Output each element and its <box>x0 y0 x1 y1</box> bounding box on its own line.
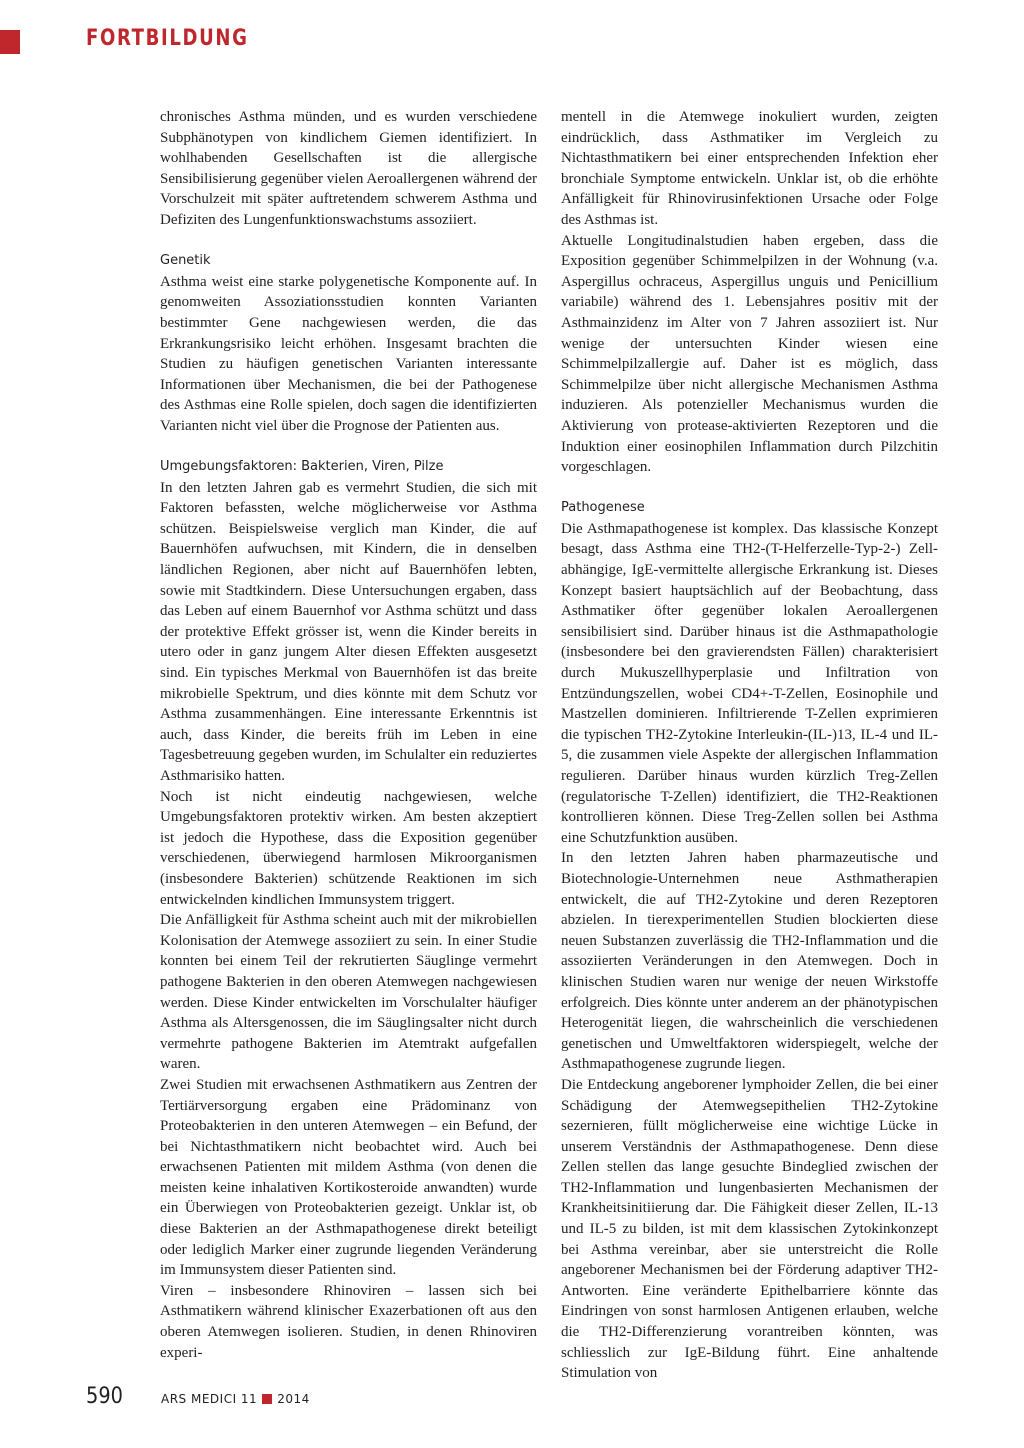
paragraph: In den letzten Jahren haben pharmazeutische und Biotechnologie-Unternehmen neue Asthmatherapien entwickelt, die auf TH2-Zytokine und deren Rezeptoren abzielen. In tierexperimentellen Studien blockierten diese neuen Substanzen zuverlässig die TH2-Inflammation und die assoziierten Veränderungen in den Atemwegen. Doch in klinischen Studien waren nur wenige der neuen Wirkstoffe erfolgreich. Dies könnte unter anderem an der phänotypischen Heterogenität liegen, die wahrscheinlich die verschiedenen genetischen und Umweltfaktoren widerspiegelt, welche der Asthmapathogenese zugrunde liegen. <box>561 850 938 1073</box>
paragraph: Aktuelle Longitudinalstudien haben ergeben, dass die Exposition gegenüber Schimmelpilzen in der Wohnung (v.a. Aspergillus ochraceus, Aspergillus unguis und Penicillium variabile) während des 1. Lebensjahres positiv mit der Asthmainzidenz im Alter von 7 Jahren assoziiert ist. Nur wenige der untersuchten Kinder wiesen eine Schimmelpilzallergie auf. Daher ist es möglich, dass Schimmelpilze über nicht allergische Mechanismen Asthma induzieren. Als potenzieller Mechanismus wurden die Aktivierung von protease-aktivierten Rezeptoren und die Induktion einer eosinophilen Inflammation durch Pilzchitin vorgeschlagen. <box>561 232 938 476</box>
journal-footer <box>161 1392 310 1406</box>
paragraph: Viren – insbesondere Rhinoviren – lassen sich bei Asthmatikern während klinischer Exazerbationen oft aus den oberen Atemwegen isolieren. Studien, in denen Rhinoviren experi- <box>160 1282 537 1361</box>
left-column <box>160 107 537 1363</box>
page-number: 590 <box>86 1384 123 1409</box>
paragraph: chronisches Asthma münden, und es wurden verschiedene Subphänotypen von kindlichem Giemen identifiziert. In wohlhabenden Gesellschaften ist die allergische Sensibilisierung gegenüber vielen Aeroallergenen während der Vorschulzeit mit später auftretendem schwerem Asthma und Defiziten des Lungenfunktionswachstums assoziiert. <box>160 109 537 228</box>
right-column <box>561 107 938 1384</box>
footer-square-icon <box>262 1394 272 1404</box>
journal-name: ARS MEDICI 11 <box>161 1392 258 1406</box>
paragraph: Asthma weist eine starke polygenetische Komponente auf. In genomweiten Assoziationsstudien konnten Varianten bestimmter Gene nachgewiesen werden, die das Erkrankungsrisiko leicht erhöhen. Insgesamt brachten die Studien zu häufigen genetischen Varianten interessante Informationen über Mechanismen, die bei der Pathogenese des Asthmas eine Rolle spielen, doch sagen die identifizierten Varianten nicht viel über die Prognose der Patienten aus. <box>160 273 537 434</box>
heading-pathogenese: Pathogenese <box>561 500 645 516</box>
heading-genetik: Genetik <box>160 253 211 269</box>
paragraph: mentell in die Atemwege inokuliert wurden, zeigten eindrücklich, dass Asthmatiker im Vergleich zu Nichtasthmatikern bei einer entsprechenden Infektion eher bronchiale Symptome entwickeln. Unklar ist, ob die erhöhte Anfälligkeit für Rhinovirusinfektionen Ursache oder Folge des Asthmas ist. <box>561 109 938 228</box>
journal-year: 2014 <box>277 1392 310 1406</box>
section-label: FORTBILDUNG <box>86 26 249 51</box>
paragraph: Noch ist nicht eindeutig nachgewiesen, welche Umgebungsfaktoren protektiv wirken. Am besten akzeptiert ist jedoch die Hypothese, dass die Exposition gegenüber verschiedenen, überwiegend harmlosen Mikroorganismen (insbesondere Bakterien) schützende Reaktionen im sich entwickelnden kindlichen Immunsystem triggert. <box>160 788 537 908</box>
paragraph: In den letzten Jahren gab es vermehrt Studien, die sich mit Faktoren befassten, welche möglicherweise vor Asthma schützen. Beispielsweise verglich man Kinder, die auf Bauernhöfen aufwuchsen, mit Kindern, die in denselben ländlichen Regionen, aber nicht auf Bauernhöfen lebten, sowie mit Stadtkindern. Diese Untersuchungen ergaben, dass das Leben auf einem Bauernhof vor Asthma schützt und dass der protektive Effekt grösser ist, wenn die Kinder bereits in utero oder in ganz jungem Alter diesen Effekten ausgesetzt sind. Ein typisches Merkmal von Bauernhöfen ist das breite mikrobielle Spektrum, und dies könnte mit dem Schutz vor Asthma zusammenhängen. Eine interessante Erkenntnis ist auch, dass Kinder, die bereits früh im Leben in eine Tagesbetreuung gegeben wurden, im Schulalter ein reduziertes Asthmarisiko hatten. <box>160 479 537 784</box>
section-accent-block <box>0 30 20 54</box>
paragraph: Die Entdeckung angeborener lymphoider Zellen, die bei einer Schädigung der Atemwegsepithelien TH2-Zytokine sezernieren, füllt möglicherweise eine wichtige Lücke in unserem Verständnis der Asthmapathogenese. Denn diese Zellen stellen das lange gesuchte Bindeglied zwischen der TH2-Inflammation und lungenbasierten Mechanismen der Krankheitsinitiierung dar. Die Fähigkeit dieser Zellen, IL-13 und IL-5 zu bilden, ist mit dem klassischen Zytokinkonzept bei Asthma vereinbar, aber sie unterstreicht die Rolle angeborener Mechanismen bei der Förderung adaptiver TH2-Antworten. Eine veränderte Epithelbarriere könnte das Eindringen von sonst harmlosen Antigenen erlauben, welche die TH2-Differenzierung vorantreiben könnten, was schliesslich zur IgE-Bildung führt. Eine anhaltende Stimulation von <box>561 1076 938 1382</box>
paragraph: Die Anfälligkeit für Asthma scheint auch mit der mikrobiellen Kolonisation der Atemwege assoziiert zu sein. In einer Studie konnten bei einem Teil der rekrutierten Säuglinge vermehrt pathogene Bakterien in den oberen Atemwegen nachgewiesen werden. Diese Kinder entwickelten im Vorschulalter häufiger Asthma als Altersgenossen, die im Säuglingsalter nicht durch vermehrte pathogene Bakterien im Atemtrakt aufgefallen waren. <box>160 912 537 1073</box>
paragraph: Die Asthmapathogenese ist komplex. Das klassische Konzept besagt, dass Asthma eine TH2-(T-Helferzelle-Typ-2-) Zell-abhängige, IgE-vermittelte allergische Erkrankung ist. Dieses Konzept basiert hauptsächlich auf der Beobachtung, dass Asthmatiker öfter gegenüber lokalen Aeroallergenen sensibilisiert sind. Darüber hinaus ist die Asthmapathologie (insbesondere bei den gravierendsten Fällen) charakterisiert durch Mukuszellhyperplasie und Infiltration von Entzündungszellen, wobei CD4+-T-Zellen, Eosinophile und Mastzellen dominieren. Infiltrierende T-Zellen exprimieren die typischen TH2-Zytokine Interleukin-(IL-)13, IL-4 und IL-5, die zusammen viele Aspekte der allergischen Inflammation regulieren. Darüber hinaus wurden kürzlich Treg-Zellen (regulatorische T-Zellen) identifiziert, die TH2-Reaktionen kontrollieren können. Diese Treg-Zellen sollen bei Asthma eine Schutzfunktion ausüben. <box>561 520 938 846</box>
paragraph: Zwei Studien mit erwachsenen Asthmatikern aus Zentren der Tertiärversorgung ergaben eine Prädominanz von Proteobakterien in den unteren Atemwegen – ein Befund, der bei Nichtasthmatikern nicht beobachtet wird. Auch bei erwachsenen Patienten mit mildem Asthma (von denen die meisten keine inhalativen Kortikosteroide anwandten) wurde ein Überwiegen von Proteobakterien gezeigt. Unklar ist, ob diese Bakterien an der Asthmapathogenese direkt beteiligt oder lediglich Marker einer zugrunde liegenden Veränderung im Immunsystem dieser Patienten sind. <box>160 1076 537 1279</box>
heading-umgebungsfaktoren: Umgebungsfaktoren: Bakterien, Viren, Pilze <box>160 459 444 475</box>
